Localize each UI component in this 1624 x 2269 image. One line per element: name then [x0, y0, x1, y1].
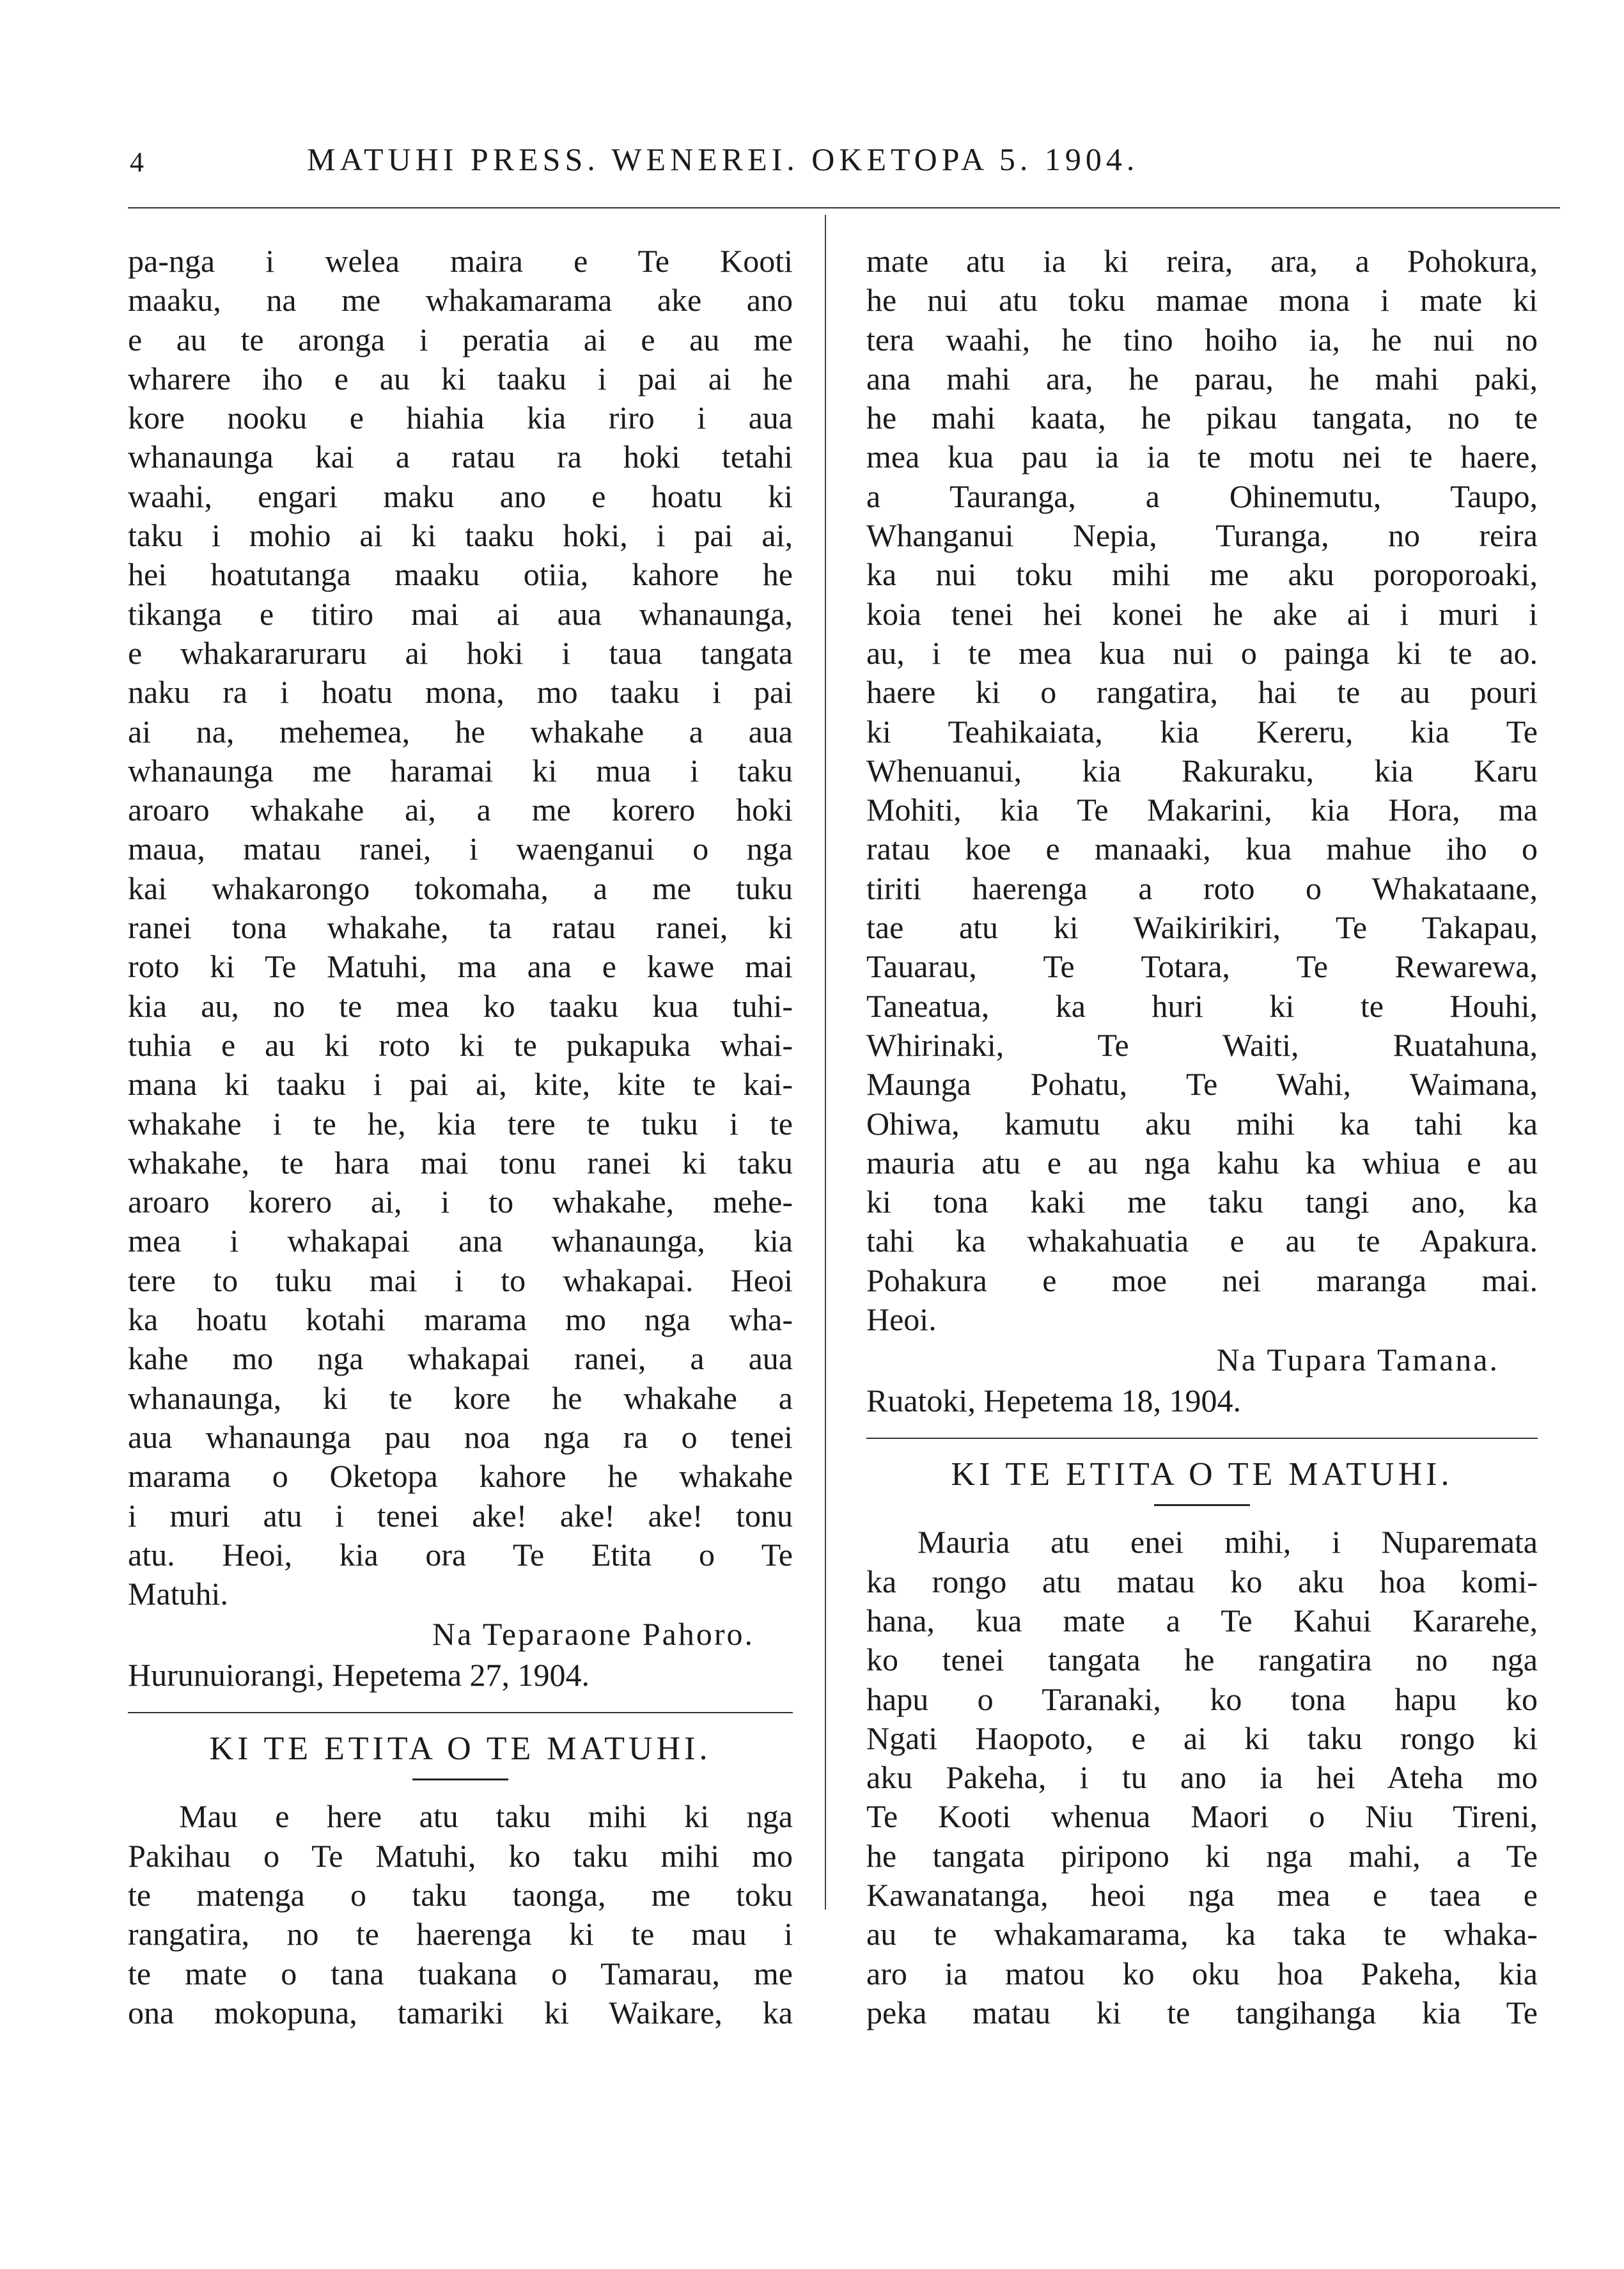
- text-line: ratau koe e manaaki, kua mahue iho o: [866, 831, 1538, 867]
- text-line: tahi ka whakahuatia e au te Apakura.: [866, 1223, 1538, 1259]
- text-line: Te Kooti whenua Maori o Niu Tireni,: [866, 1798, 1538, 1835]
- right-section-rule: [866, 1438, 1538, 1439]
- text-line: hana, kua mate a Te Kahui Kararehe,: [866, 1602, 1538, 1638]
- text-line: Ohiwa, kamutu aku mihi ka tahi ka: [866, 1105, 1538, 1142]
- running-head: MATUHI PRESS. WENEREI. OKETOPA 5. 1904.: [307, 141, 1139, 177]
- left-second-letter: [128, 1797, 793, 2032]
- text-line: Kawanatanga, heoi nga mea e taea e: [866, 1876, 1538, 1913]
- text-line: tiriti haerenga a roto o Whakataane,: [866, 870, 1538, 906]
- left-title-rule: [412, 1778, 508, 1780]
- text-line: e whakararuraru ai hoki i taua tangata: [128, 634, 793, 671]
- text-line: hapu o Taranaki, ko tona hapu ko: [866, 1681, 1538, 1717]
- text-line: Tauarau, Te Totara, Te Rewarewa,: [866, 948, 1538, 985]
- text-line: tikanga e titiro mai ai aua whanaunga,: [128, 595, 793, 632]
- text-line: mate atu ia ki reira, ara, a Pohokura,: [866, 243, 1538, 279]
- right-place-date: Ruatoki, Hepetema 18, 1904.: [866, 1383, 1241, 1419]
- text-line: te mate o tana tuakana o Tamarau, me: [128, 1955, 793, 1991]
- text-line: marama o Oketopa kahore he whakahe: [128, 1458, 793, 1495]
- text-line: Whirinaki, Te Waiti, Ruatahuna,: [866, 1026, 1538, 1063]
- text-line: ai na, mehemea, he whakahe a aua: [128, 713, 793, 750]
- text-line: tera waahi, he tino hoiho ia, he nui no: [866, 321, 1538, 357]
- text-line: kai whakarongo tokomaha, a me tuku: [128, 870, 793, 906]
- text-line: whakahe i te he, kia tere te tuku i te: [128, 1105, 793, 1142]
- column-divider: [825, 215, 826, 1910]
- text-line: atu. Heoi, kia ora Te Etita o Te: [128, 1536, 793, 1573]
- text-line: te matenga o taku taonga, me toku: [128, 1876, 793, 1913]
- text-line: peka matau ki te tangihanga kia Te: [866, 1994, 1538, 2030]
- text-line: wharere iho e au ki taaku i pai ai he: [128, 360, 793, 396]
- text-line: ka hoatu kotahi marama mo nga wha-: [128, 1301, 793, 1338]
- text-line: haere ki o rangatira, hai te au pouri: [866, 674, 1538, 711]
- text-line: Maunga Pohatu, Te Wahi, Waimana,: [866, 1066, 1538, 1103]
- right-section-title: KI TE ETITA O TE MATUHI.: [951, 1456, 1453, 1493]
- text-line: aku Pakeha, i tu ano ia hei Ateha mo: [866, 1759, 1538, 1796]
- text-line: maaku, na me whakamarama ake ano: [128, 282, 793, 318]
- text-line: ranei tona whakahe, ta ratau ranei, ki: [128, 909, 793, 946]
- text-line: he mahi kaata, he pikau tangata, no te: [866, 400, 1538, 436]
- text-line: rangatira, no te haerenga ki te mau i: [128, 1916, 793, 1952]
- text-line: whakahe, te hara mai tonu ranei ki taku: [128, 1144, 793, 1181]
- text-line: Whanganui Nepia, Turanga, no reira: [866, 517, 1538, 554]
- right-title-rule: [1154, 1504, 1250, 1506]
- text-line: tae atu ki Waikirikiri, Te Takapau,: [866, 909, 1538, 946]
- text-line: a Tauranga, a Ohinemutu, Taupo,: [866, 478, 1538, 514]
- text-line: pa-nga i welea maira e Te Kooti: [128, 243, 793, 279]
- header-rule: [128, 207, 1560, 208]
- page-number: 4: [130, 146, 144, 178]
- text-line: naku ra i hoatu mona, mo taaku i pai: [128, 674, 793, 711]
- text-line: au, i te mea kua nui o painga ki te ao.: [866, 634, 1538, 671]
- text-line: kia au, no te mea ko taaku kua tuhi-: [128, 987, 793, 1024]
- text-line: tuhia e au ki roto ki te pukapuka whai-: [128, 1026, 793, 1063]
- text-line: Whenuanui, kia Rakuraku, kia Karu: [866, 752, 1538, 789]
- text-line: koia tenei hei konei he ake ai i muri i: [866, 595, 1538, 632]
- text-line: Ngati Haopoto, e ai ki taku rongo ki: [866, 1720, 1538, 1756]
- left-letter: [128, 242, 793, 1613]
- text-line: aroaro whakahe ai, a me korero hoki: [128, 792, 793, 828]
- text-line: ko tenei tangata he rangatira no nga: [866, 1642, 1538, 1678]
- left-column: [128, 242, 793, 2032]
- text-line: Mohiti, kia Te Makarini, kia Hora, ma: [866, 792, 1538, 828]
- text-line: Heoi.: [866, 1301, 937, 1338]
- right-letter: [866, 242, 1538, 1339]
- text-line: ana mahi ara, he parau, he mahi paki,: [866, 360, 1538, 396]
- text-line: Matuhi.: [128, 1576, 228, 1612]
- text-line: mana ki taaku i pai ai, kite, kite te kai-: [128, 1066, 793, 1103]
- text-line: Mauria atu enei mihi, i Nuparemata: [917, 1524, 1538, 1560]
- left-signature: Na Teparaone Pahoro.: [432, 1616, 754, 1653]
- text-line: Pohakura e moe nei maranga mai.: [866, 1262, 1538, 1298]
- text-line: Pakihau o Te Matuhi, ko taku mihi mo: [128, 1837, 793, 1874]
- text-line: mea i whakapai ana whanaunga, kia: [128, 1223, 793, 1259]
- text-line: ka nui toku mihi me aku poroporoaki,: [866, 556, 1538, 593]
- text-line: maua, matau ranei, i waenganui o nga: [128, 831, 793, 867]
- text-line: kore nooku e hiahia kia riro i aua: [128, 400, 793, 436]
- text-line: aro ia matou ko oku hoa Pakeha, kia: [866, 1955, 1538, 1991]
- left-place-date: Hurunuiorangi, Hepetema 27, 1904.: [128, 1657, 590, 1693]
- text-line: au te whakamarama, ka taka te whaka-: [866, 1916, 1538, 1952]
- right-column: [866, 242, 1538, 2032]
- text-line: Mau e here atu taku mihi ki nga: [179, 1798, 793, 1835]
- left-section-rule: [128, 1712, 793, 1713]
- text-line: whanaunga kai a ratau ra hoki tetahi: [128, 439, 793, 475]
- text-line: ki Teahikaiata, kia Kereru, kia Te: [866, 713, 1538, 750]
- text-line: waahi, engari maku ano e hoatu ki: [128, 478, 793, 514]
- right-second-letter: [866, 1523, 1538, 2032]
- text-line: whanaunga me haramai ki mua i taku: [128, 752, 793, 789]
- text-line: ona mokopuna, tamariki ki Waikare, ka: [128, 1994, 793, 2030]
- text-line: roto ki Te Matuhi, ma ana e kawe mai: [128, 948, 793, 985]
- text-line: kahe mo nga whakapai ranei, a aua: [128, 1340, 793, 1377]
- text-line: whanaunga, ki te kore he whakahe a: [128, 1379, 793, 1416]
- text-line: aua whanaunga pau noa nga ra o tenei: [128, 1418, 793, 1455]
- text-line: mauria atu e au nga kahu ka whiua e au: [866, 1144, 1538, 1181]
- text-line: hei hoatutanga maaku otiia, kahore he: [128, 556, 793, 593]
- text-line: aroaro korero ai, i to whakahe, mehe-: [128, 1184, 793, 1220]
- right-signature: Na Tupara Tamana.: [1216, 1342, 1499, 1378]
- text-line: ka rongo atu matau ko aku hoa komi-: [866, 1563, 1538, 1599]
- text-line: Taneatua, ka huri ki te Houhi,: [866, 987, 1538, 1024]
- text-line: tere to tuku mai i to whakapai. Heoi: [128, 1262, 793, 1298]
- text-line: he tangata piripono ki nga mahi, a Te: [866, 1837, 1538, 1874]
- text-line: taku i mohio ai ki taaku hoki, i pai ai,: [128, 517, 793, 554]
- text-line: e au te aronga i peratia ai e au me: [128, 321, 793, 357]
- left-section-title: KI TE ETITA O TE MATUHI.: [209, 1731, 712, 1768]
- text-line: i muri atu i tenei ake! ake! ake! tonu: [128, 1497, 793, 1534]
- text-line: mea kua pau ia ia te motu nei te haere,: [866, 439, 1538, 475]
- text-line: ki tona kaki me taku tangi ano, ka: [866, 1184, 1538, 1220]
- text-line: he nui atu toku mamae mona i mate ki: [866, 282, 1538, 318]
